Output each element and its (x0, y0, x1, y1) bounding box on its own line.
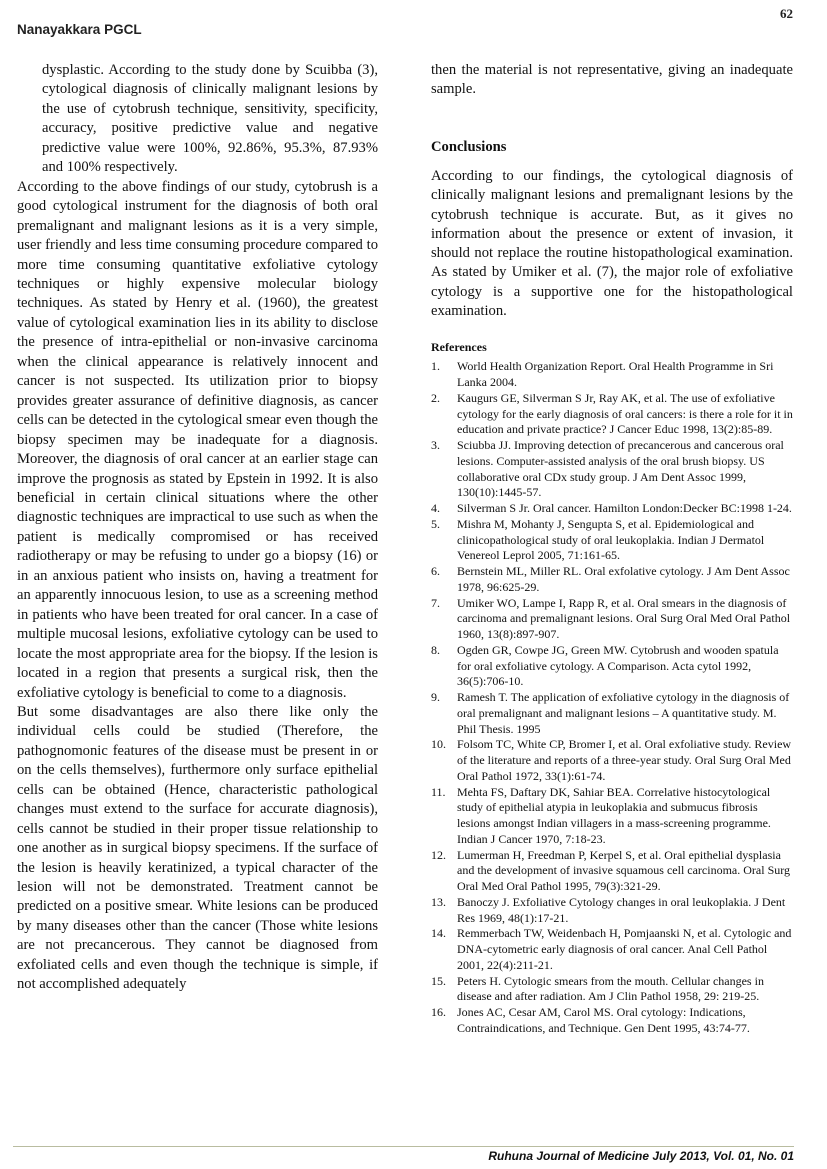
reference-item (431, 501, 793, 517)
body-paragraph: dysplastic. According to the study done by Scuibba (3), cytological diagnosis of clinically malignant lesions by the use of cytobrush technique, sensitivity, specificity, accuracy, positive predictive value and negative predictive value were 100%, 92.86%, 95.3%, 87.93% and 100% respectively. (42, 62, 378, 176)
reference-item (431, 848, 793, 895)
section-heading-conclusions: Conclusions (431, 138, 507, 155)
reference-number: 11. (431, 784, 446, 799)
reference-number: 5. (431, 516, 440, 531)
reference-number: 12. (431, 847, 446, 862)
reference-item (431, 737, 793, 784)
body-paragraph: But some disadvantages are also there like only the individual cells could be studied (Therefore, the pathognomonic features of the disease must be present in or on the cells themselves), furthermore only surface epithelial cells can be obtained (Hence, characteristic pathological changes must extend to the surface for accurate diagnosis), cells cannot be studied in their proper tissue relationship to one another as in surgical biopsy specimens. If the surface of the lesion is heavily keratinized, a typical character of the lesion will not be demonstrated. Treatment cannot be predicted on a positive smear. White lesions can be produced by many diseases other than the cancer (Those white lesions are not precancerous. They cannot be diagnosed from exfoliated cells and even though the technique is simple, if not accomplished adequately (17, 703, 378, 993)
reference-number: 6. (431, 564, 440, 579)
references-heading: References (431, 340, 487, 355)
reference-text: Ogden GR, Cowpe JG, Green MW. Cytobrush and wooden spatula for oral exfoliative cytology. A Comparison. Acta cytol 1992, 36(5):706-10. (457, 642, 779, 689)
reference-item (431, 391, 793, 438)
reference-text: Banoczy J. Exfoliative Cytology changes in oral leukoplakia. J Dent Res 1969, 48(1):17-21. (457, 894, 786, 925)
reference-text: Umiker WO, Lampe I, Rapp R, et al. Oral smears in the diagnosis of carcinoma and premalignant lesions. Oral Surg Oral Med Oral Pathol 1960, 13(8):897-907. (457, 595, 791, 642)
reference-number: 1. (431, 359, 440, 374)
reference-item (431, 785, 793, 848)
reference-item (431, 596, 793, 643)
left-column (17, 61, 378, 995)
reference-number: 9. (431, 690, 440, 705)
reference-number: 7. (431, 595, 440, 610)
page-number: 62 (780, 6, 793, 21)
reference-list (431, 359, 793, 1036)
reference-item (431, 974, 793, 1006)
reference-number: 2. (431, 390, 440, 405)
reference-number: 3. (431, 438, 440, 453)
reference-text: Lumerman H, Freedman P, Kerpel S, et al. Oral epithelial dysplasia and the development of invasive squamous cell carcinoma. Oral Surg Oral Med Oral Pathol 1995, 79(3):321-29. (457, 847, 791, 894)
reference-text: Peters H. Cytologic smears from the mouth. Cellular changes in disease and after radiation. Am J Clin Pathol 1958, 29: 219-25. (457, 973, 764, 1004)
reference-item (431, 564, 793, 596)
reference-number: 14. (431, 926, 446, 941)
reference-number: 10. (431, 737, 446, 752)
reference-text: Sciubba JJ. Improving detection of precancerous and cancerous oral lesions. Computer-assisted analysis of the oral brush biopsy. US collaborative oral CDx study group. J Am Dent Assoc 1999, 130(10):1445-57. (457, 438, 784, 500)
reference-number: 13. (431, 894, 446, 909)
reference-item (431, 438, 793, 501)
reference-text: Bernstein ML, Miller RL. Oral exfolative cytology. J Am Dent Assoc 1978, 96:625-29. (457, 564, 790, 594)
reference-item (431, 926, 793, 973)
reference-item (431, 895, 793, 927)
reference-number: 8. (431, 642, 440, 657)
reference-item (431, 359, 793, 391)
reference-number: 16. (431, 1005, 446, 1020)
reference-text: Remmerbach TW, Weidenbach H, Pomjaanski N, et al. Cytologic and DNA-cytometric early diagnosis of oral cancer. Anal Cell Pathol 2001, 22(4):211-21. (457, 926, 792, 972)
reference-number: 15. (431, 973, 446, 988)
reference-text: Ramesh T. The application of exfoliative cytology in the diagnosis of oral premalignant and malignant lesions – A quantitative study. M. Phil Thesis. 1995 (457, 690, 790, 736)
right-column (431, 61, 793, 1037)
reference-text: World Health Organization Report. Oral Health Programme in Sri Lanka 2004. (457, 359, 774, 390)
reference-text: Silverman S Jr. Oral cancer. Hamilton London:Decker BC:1998 1-24. (457, 501, 792, 516)
reference-item (431, 1005, 793, 1037)
journal-footer: Ruhuna Journal of Medicine July 2013, Vol. 01, No. 01 (488, 1149, 794, 1163)
reference-text: Mehta FS, Daftary DK, Sahiar BEA. Correlative histocytological study of epithelial atypia in leukoplakia and submucus fibrosis lesions amongst Indian villagers in a mass-screening programme. Indian J Cancer 1970, 7:18-23. (457, 784, 771, 846)
reference-number: 4. (431, 501, 440, 516)
reference-item (431, 690, 793, 737)
reference-text: Jones AC, Cesar AM, Carol MS. Oral cytology: Indications, Contraindications, and Technique. Gen Dent 1995, 43:74-77. (457, 1005, 750, 1035)
reference-item (431, 643, 793, 690)
reference-text: Mishra M, Mohanty J, Sengupta S, et al. Epidemiological and clinicopathological study of oral leukoplakia. Indian J Dermatol Venereol Leprol 2005, 71:161-65. (457, 516, 765, 563)
reference-text: Folsom TC, White CP, Bromer I, et al. Oral exfoliative study. Review of the literature and reports of a three-year study. Oral Surg Oral Med Oral Pathol 1972, 33(1):61-74. (457, 737, 792, 783)
conclusions-paragraph: According to our findings, the cytological diagnosis of clinically malignant lesions and premalignant lesions by the cytobrush technique is accurate. But, as it gives no information about the presence or extent of invasion, it should not replace the routine histopathological examination. As stated by Umiker et al. (7), the major role of exfoliative cytology is a supportive one for the histopathological examination. (431, 167, 793, 319)
reference-item (431, 517, 793, 564)
body-paragraph: then the material is not representative, giving an inadequate sample. (431, 62, 793, 98)
reference-text: Kaugurs GE, Silverman S Jr, Ray AK, et al. The use of exfoliative cytology for the early diagnosis of oral cancers: is there a role for it in education and private practice? J Cancer Educ 1998, 13(2):85-89. (457, 390, 793, 437)
body-paragraph: According to the above findings of our study, cytobrush is a good cytological instrument for the diagnosis of both oral premalignant and malignant lesions as it is a very simple, user friendly and less time consuming procedure compared to more time consuming quantitative exfoliative cytology techniques or highly expensive molecular biology techniques. As stated by Henry et al. (1960), the greatest value of cytological examination lies in its ability to disclose the presence of intra-epithelial or non-invasive carcinoma when the clinical appearance is relatively innocent and cancer is not suspected. Its utilization prior to biopsy provides greater assurance of definitive diagnosis, as cancer cells can be detected in the cytological smear even though the biopsy specimen may be inadequate for a diagnosis. Moreover, the diagnosis of oral cancer at an earlier stage can improve the prognosis as stated by Epstein in 1992. It is also beneficial in certain clinical situations where the other diagnostic techniques are impractical to use such as when the patient is medically compromised or has received radiotherapy or may be refusing to under go a biopsy (16) or in an anxious patient who insists on, having a treatment for an apparently innocuous lesion, to use as a screening method in patients who have been treated for oral cancer. In a case of multiple mucosal lesions, exfoliative cytology can be used to locate the most appropriate area for the biopsy. If the lesion is located in a region that presents a surgical risk, then the exfoliative cytology is beneficial to come to a diagnosis. (17, 178, 378, 701)
running-header-author: Nanayakkara PGCL (17, 22, 142, 37)
footer-rule (13, 1146, 794, 1147)
